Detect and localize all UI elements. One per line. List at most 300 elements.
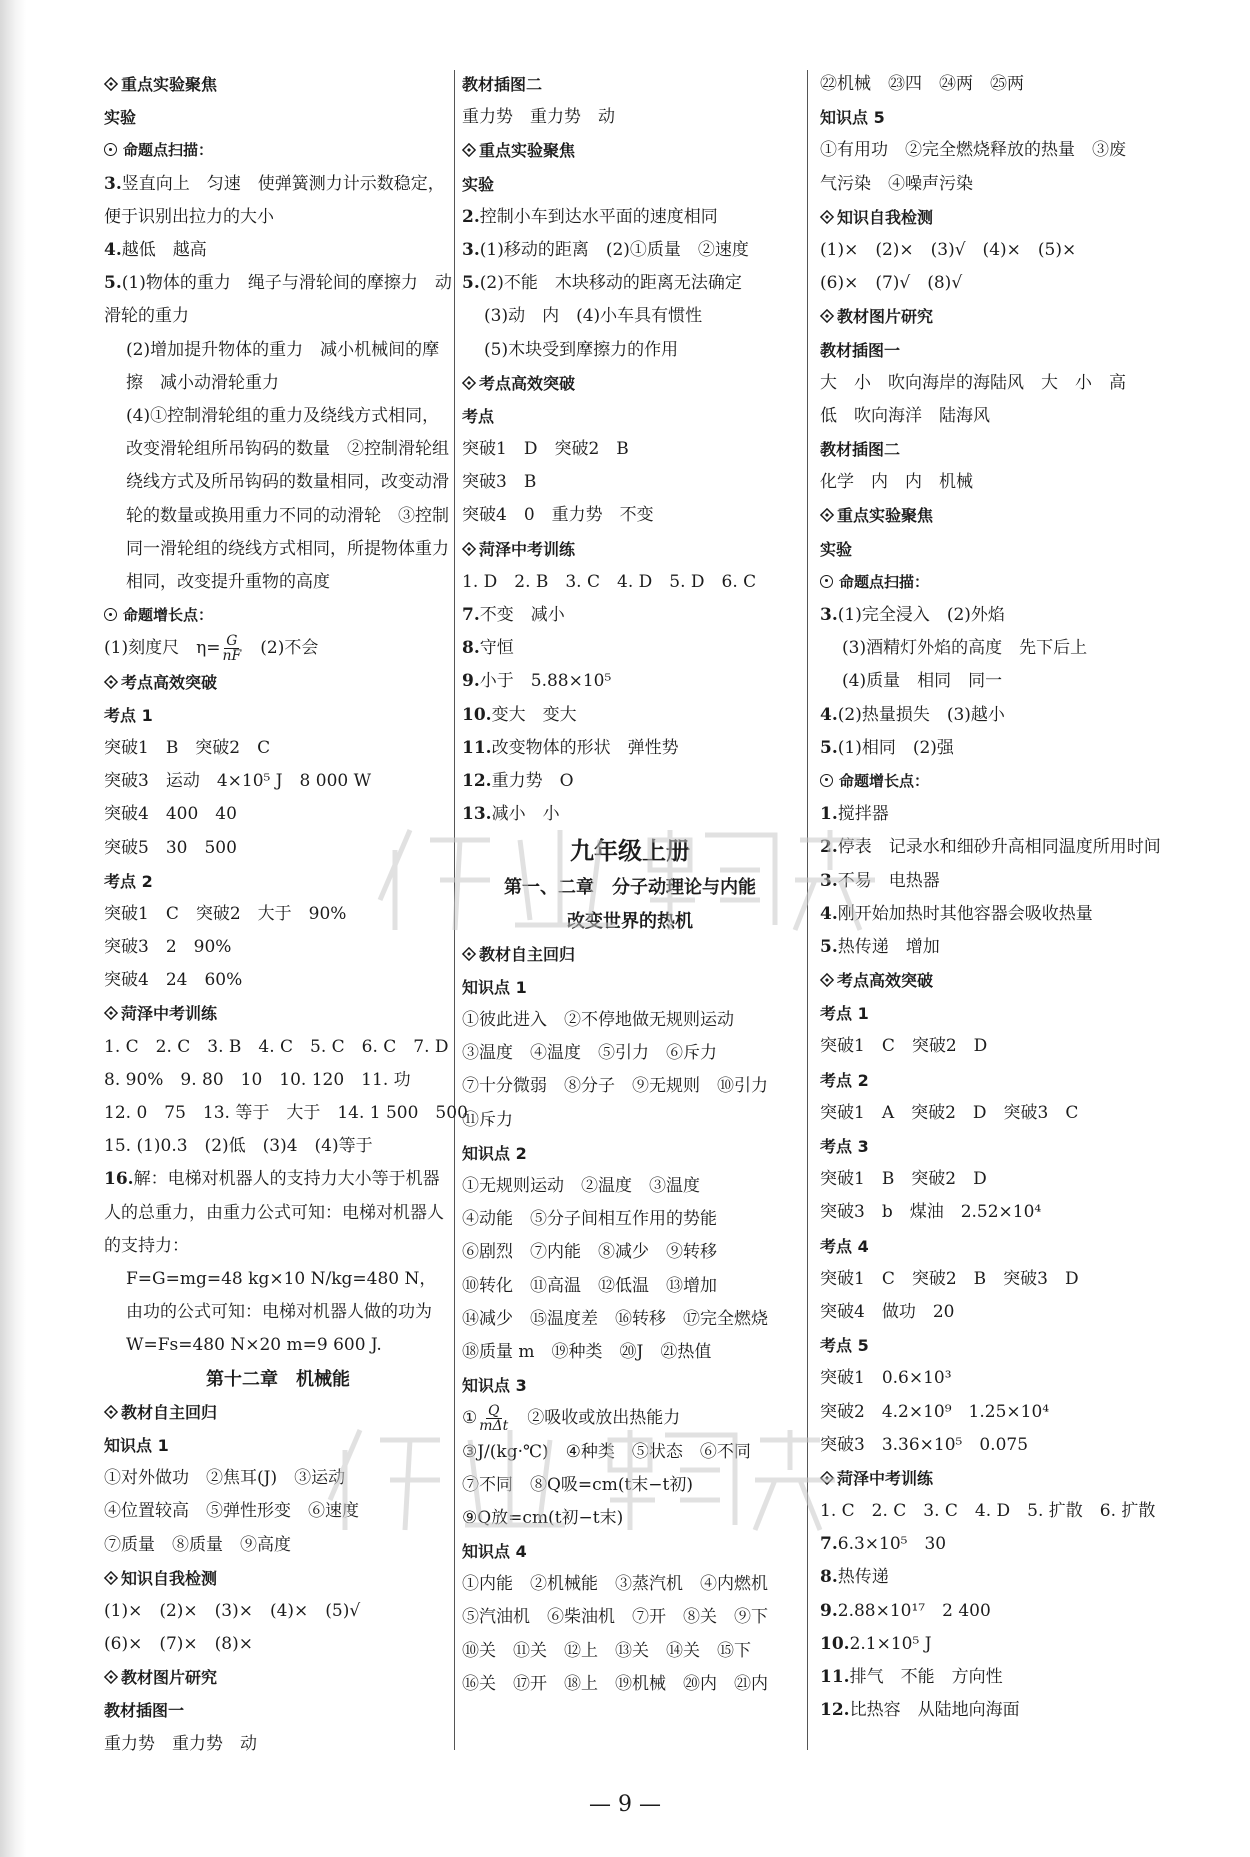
section-heading-text: 知识自我检测	[837, 207, 934, 227]
answer-line	[104, 1263, 452, 1296]
section-heading-text: 教材图片研究	[837, 307, 934, 327]
item-number: 5.	[462, 273, 480, 294]
answer-line	[104, 1031, 452, 1064]
answer-line	[462, 1303, 798, 1336]
item-number: 4.	[820, 903, 838, 924]
answer-text: 6.3×10⁵ 30	[837, 1534, 947, 1555]
answer-line	[820, 134, 1162, 167]
diamond-marker-icon	[820, 1471, 834, 1485]
answer-line	[462, 300, 798, 333]
answer-text: 气污染 ④噪声污染	[820, 173, 973, 194]
answer-line	[820, 1396, 1162, 1429]
answer-line	[104, 1595, 452, 1628]
diamond-marker-icon	[462, 143, 476, 157]
diamond-marker-icon	[104, 1006, 118, 1020]
answer-line	[462, 1236, 798, 1269]
fraction-numerator: G	[226, 633, 238, 650]
answer-text: 突破5 30 500	[104, 837, 237, 858]
answer-line	[462, 234, 798, 267]
section-heading	[820, 201, 1162, 234]
formula-prefix: (1)刻度尺 η=	[104, 638, 221, 659]
answer-text: 低 吹向海洋 陆海风	[820, 405, 990, 426]
answer-line	[104, 798, 452, 831]
section-heading-text: 菏泽中考训练	[837, 1468, 934, 1488]
answer-text: 1. D 2. B 3. C 4. D 5. D 6. C	[462, 571, 757, 592]
binding-edge	[0, 0, 26, 1857]
answer-line	[104, 832, 452, 865]
answer-line	[820, 699, 1162, 732]
answer-line	[820, 466, 1162, 499]
answer-column-1	[104, 68, 468, 1761]
answer-line	[462, 566, 798, 599]
answer-line	[820, 1196, 1162, 1229]
answer-line	[462, 732, 798, 765]
answer-text: 减小 小	[491, 804, 560, 825]
section-heading-text: 教材自主回归	[479, 944, 576, 964]
answer-text: 突破4 0 重力势 不变	[462, 505, 654, 526]
answer-line	[462, 433, 798, 466]
answer-line	[820, 599, 1162, 632]
diamond-marker-icon	[820, 309, 834, 323]
formula-suffix: (2)不会	[243, 638, 319, 659]
sub-label: 考点	[462, 406, 495, 426]
answer-text: 突破1 B 突破2 D	[820, 1169, 987, 1190]
answer-line	[104, 1163, 452, 1263]
column-divider	[807, 70, 808, 1750]
answer-text: ①有用功 ②完全燃烧释放的热量 ③废	[820, 140, 1126, 161]
answer-text: 解：电梯对机器人的支持力大小等于机器人的总重力，由重力公式可知：电梯对机器人的支持力：	[104, 1169, 444, 1256]
answer-line	[820, 1628, 1162, 1661]
answer-line	[462, 1568, 798, 1601]
item-number: 3.	[820, 870, 838, 891]
answer-text: 热传递	[837, 1567, 889, 1588]
answer-text: ⑭减少 ⑮温度差 ⑯转移 ⑰完全燃烧	[462, 1308, 768, 1329]
item-number: 4.	[104, 239, 122, 260]
item-number: 7.	[820, 1534, 838, 1555]
item-number: 8.	[462, 638, 480, 659]
diamond-marker-icon	[104, 1405, 118, 1419]
formula-prefix: ①	[462, 1408, 478, 1429]
item-number: 2.	[462, 206, 480, 227]
answer-text: 热传递 增加	[837, 936, 940, 957]
answer-text: (4)①控制滑轮组的重力及绕线方式相同，改变滑轮组所吊钩码的数量 ②控制滑轮组绕线方式及所吊钩码的数量相同，改变动滑轮的数量或换用重力不同的动滑轮 ③控制同一滑轮组的绕线方式相同，所提物体重力相同，改变提升重物的高度	[126, 405, 449, 592]
answer-line	[462, 201, 798, 234]
answer-line	[104, 931, 452, 964]
answer-text: ③温度 ④温度 ⑤引力 ⑥斥力	[462, 1043, 717, 1064]
answer-line	[104, 334, 452, 400]
answer-line	[462, 1203, 798, 1236]
answer-text: 重力势 O	[491, 770, 574, 791]
answer-text: ㉒机械 ㉓四 ㉔两 ㉕两	[820, 74, 1024, 94]
formula-line	[462, 1402, 798, 1435]
sub-label: 知识点 4	[462, 1542, 527, 1562]
answer-text: 竖直向上 匀速 使弹簧测力计示数稳定，便于识别出拉力的大小	[104, 173, 445, 227]
answer-text: ④动能 ⑤分子间相互作用的势能	[462, 1209, 717, 1230]
formula-line	[104, 632, 452, 665]
section-heading	[462, 367, 798, 400]
fraction	[479, 1404, 508, 1433]
item-number: 5.	[820, 737, 838, 758]
answer-text: ⑯关 ⑰开 ⑱上 ⑲机械 ⑳内 ㉑内	[462, 1673, 768, 1694]
answer-line	[820, 665, 1162, 698]
section-heading	[820, 499, 1162, 532]
sub-label: 考点 2	[104, 871, 153, 891]
section-heading-text: 菏泽中考训练	[121, 1004, 218, 1024]
subsection-heading-text: 命题增长点：	[839, 771, 930, 790]
answer-text: ⑦十分微弱 ⑧分子 ⑨无规则 ⑩引力	[462, 1076, 768, 1097]
section-heading	[462, 134, 798, 167]
item-number: 10.	[462, 704, 492, 725]
answer-line	[462, 101, 798, 134]
answer-text: 停表 记录水和细砂升高相同温度所用时间	[837, 837, 1161, 858]
sub-label: 实验	[104, 108, 137, 128]
answer-line	[820, 367, 1162, 400]
answer-text: 改变物体的形状 弹性势	[491, 737, 679, 758]
item-number: 3.	[104, 173, 122, 194]
answer-line	[462, 798, 798, 831]
target-marker-icon	[820, 575, 833, 588]
answer-line	[820, 400, 1162, 433]
answer-text: 突破1 C 突破2 大于 90%	[104, 903, 347, 924]
answer-text: 突破4 400 40	[104, 804, 237, 825]
answer-line	[104, 1728, 452, 1761]
section-heading	[820, 300, 1162, 333]
answer-line	[820, 1263, 1162, 1296]
answer-text: 1. C 2. C 3. C 4. D 5. 扩散 6. 扩散	[820, 1501, 1156, 1522]
item-number: 9.	[820, 1600, 838, 1621]
subsection-heading	[820, 566, 1162, 599]
answer-text: 2.88×10¹⁷ 2 400	[837, 1600, 991, 1621]
answer-text: 搅拌器	[837, 804, 889, 825]
answer-line	[820, 1595, 1162, 1628]
answer-line	[820, 234, 1162, 267]
answer-line	[462, 599, 798, 632]
diamond-marker-icon	[462, 541, 476, 555]
answer-line	[462, 1601, 798, 1634]
answer-line	[462, 765, 798, 798]
answer-text: ④位置较高 ⑤弹性形变 ⑥速度	[104, 1501, 359, 1522]
sub-label: 教材插图一	[104, 1701, 185, 1721]
subsection-heading	[820, 765, 1162, 798]
diamond-marker-icon	[104, 77, 118, 91]
answer-text: (3)动 内 (4)小车具有惯性	[484, 306, 703, 327]
answer-line	[820, 1163, 1162, 1196]
answer-text: 刚开始加热时其他容器会吸收热量	[837, 903, 1093, 924]
item-number: 5.	[104, 273, 122, 294]
answer-line	[820, 1528, 1162, 1561]
answer-text: 重力势 重力势 动	[462, 107, 615, 128]
answer-text: 突破4 24 60%	[104, 970, 243, 991]
answer-text: F=G=mg=48 kg×10 N/kg=480 N，	[126, 1268, 437, 1289]
answer-text: (5)木块受到摩擦力的作用	[484, 339, 679, 360]
answer-line	[820, 1097, 1162, 1130]
section-heading	[462, 533, 798, 566]
answer-line	[104, 1130, 452, 1163]
answer-line	[462, 665, 798, 698]
answer-line	[820, 732, 1162, 765]
answer-text: 越低 越高	[121, 239, 207, 260]
chapter-title: 改变世界的热机	[567, 910, 693, 932]
section-heading-text: 知识自我检测	[121, 1568, 218, 1588]
answer-line	[104, 267, 452, 333]
answer-column-2	[462, 68, 798, 1701]
section-heading	[104, 1396, 452, 1429]
answer-line	[104, 1296, 452, 1362]
sub-label: 知识点 2	[462, 1143, 527, 1163]
answer-line	[104, 1628, 452, 1661]
answer-line	[462, 499, 798, 532]
answer-text: 2.1×10⁵ J	[849, 1633, 932, 1654]
answer-text: ⑩关 ⑪关 ⑫上 ⑬关 ⑭关 ⑮下	[462, 1640, 751, 1661]
answer-line	[462, 334, 798, 367]
answer-line	[104, 898, 452, 931]
sub-label: 考点 3	[820, 1137, 869, 1157]
sub-label: 考点 1	[820, 1004, 869, 1024]
item-number: 11.	[820, 1667, 850, 1688]
answer-line	[462, 1170, 798, 1203]
item-number: 8.	[820, 1567, 838, 1588]
answer-line	[104, 732, 452, 765]
diamond-marker-icon	[104, 1670, 118, 1684]
section-heading-text: 重点实验聚焦	[121, 75, 218, 94]
answer-text: 突破1 D 突破2 B	[462, 439, 629, 460]
answer-text: (3)酒精灯外焰的高度 先下后上	[842, 638, 1088, 659]
fraction-numerator: Q	[488, 1403, 500, 1420]
answer-text: 突破1 0.6×10³	[820, 1368, 952, 1389]
answer-text: 1. C 2. C 3. B 4. C 5. C 6. C 7. D	[104, 1036, 449, 1057]
answer-line	[104, 1495, 452, 1528]
sub-label: 考点 1	[104, 705, 153, 725]
item-number: 13.	[462, 804, 492, 825]
subsection-heading-text: 命题点扫描：	[123, 141, 214, 160]
section-heading	[820, 1462, 1162, 1495]
diamond-marker-icon	[462, 947, 476, 961]
grade-title: 九年级上册	[570, 837, 690, 866]
answer-line	[104, 1529, 452, 1562]
subsection-heading-text: 命题增长点：	[123, 606, 214, 625]
sub-label: 实验	[820, 539, 853, 559]
answer-text: 突破3 运动 4×10⁵ J 8 000 W	[104, 771, 372, 792]
section-heading-text: 考点高效突破	[837, 971, 934, 991]
answer-text: 比热容 从陆地向海面	[849, 1700, 1020, 1721]
answer-line	[462, 1004, 798, 1037]
diamond-marker-icon	[820, 508, 834, 522]
answer-line	[820, 898, 1162, 931]
answer-text: ⑱质量 m ⑲种类 ⑳J ㉑热值	[462, 1341, 712, 1362]
section-heading-text: 考点高效突破	[479, 373, 576, 393]
section-heading	[462, 938, 798, 971]
answer-text: 化学 内 内 机械	[820, 472, 973, 493]
answer-text: (2)不能 木块移动的距离无法确定	[479, 273, 742, 294]
answer-text: (2)增加提升物体的重力 减小机械间的摩擦 减小动滑轮重力	[126, 339, 440, 393]
item-number: 12.	[462, 770, 492, 791]
answer-text: ⑦质量 ⑧质量 ⑨高度	[104, 1534, 291, 1555]
answer-text: 不易 电热器	[837, 870, 940, 891]
answer-line	[820, 865, 1162, 898]
answer-text: ⑩转化 ⑪高温 ⑫低温 ⑬增加	[462, 1275, 717, 1296]
item-number: 3.	[820, 605, 838, 625]
answer-text: (1)完全浸入 (2)外焰	[837, 605, 1005, 625]
answer-line	[462, 1104, 798, 1137]
fraction-denominator: mΔt	[479, 1418, 509, 1435]
answer-line	[820, 1661, 1162, 1694]
answer-line	[462, 1270, 798, 1303]
answer-column-3	[820, 68, 1162, 1727]
answer-text: 突破3 3.36×10⁵ 0.075	[820, 1434, 1029, 1455]
answer-text: (1)× (2)× (3)√ (4)× (5)×	[820, 239, 1077, 260]
fraction	[223, 634, 242, 663]
item-number: 5.	[820, 936, 838, 957]
answer-text: 守恒	[479, 638, 514, 659]
answer-line	[820, 798, 1162, 831]
answer-text: (1)物体的重力 绳子与滑轮间的摩擦力 动滑轮的重力	[104, 273, 452, 327]
answer-line	[104, 400, 452, 599]
answer-line	[820, 1495, 1162, 1528]
answer-text: 突破1 C 突破2 D	[820, 1036, 988, 1057]
answer-text: ①内能 ②机械能 ③蒸汽机 ④内燃机	[462, 1574, 768, 1595]
answer-line	[820, 632, 1162, 665]
chapter-title: 第一、二章 分子动理论与内能	[504, 877, 756, 899]
sub-label: 考点 2	[820, 1070, 869, 1090]
answer-text: 15. (1)0.3 (2)低 (3)4 (4)等于	[104, 1136, 373, 1157]
answer-line	[820, 68, 1162, 101]
answer-line	[820, 931, 1162, 964]
diamond-marker-icon	[462, 376, 476, 390]
answer-text: 12. 0 75 13. 等于 大于 14. 1 500 500	[104, 1103, 468, 1123]
sub-label: 知识点 1	[462, 977, 527, 997]
answer-text: 突破1 A 突破2 D 突破3 C	[820, 1102, 1079, 1123]
answer-text: (1)相同 (2)强	[837, 737, 954, 758]
answer-line	[104, 1064, 452, 1097]
answer-line	[462, 1436, 798, 1469]
answer-line	[462, 1336, 798, 1369]
answer-line	[104, 234, 452, 267]
answer-text: (1)× (2)× (3)× (4)× (5)√	[104, 1600, 361, 1621]
item-number: 7.	[462, 605, 480, 625]
target-marker-icon	[104, 608, 117, 621]
answer-text: ⑥剧烈 ⑦内能 ⑧减少 ⑨转移	[462, 1242, 717, 1263]
answer-text: 小于 5.88×10⁵	[479, 671, 612, 692]
target-marker-icon	[820, 774, 833, 787]
section-heading	[104, 666, 452, 699]
answer-line	[104, 1097, 468, 1130]
target-marker-icon	[104, 143, 117, 156]
fraction-denominator: nF	[222, 648, 242, 665]
answer-text: 8. 90% 9. 80 10 10. 120 11. 功	[104, 1069, 411, 1090]
sub-label: 实验	[462, 174, 495, 194]
answer-text: ⑪斥力	[462, 1109, 513, 1130]
answer-text: ⑤汽油机 ⑥柴油机 ⑦开 ⑧关 ⑨下	[462, 1607, 768, 1628]
answer-line	[462, 1502, 798, 1535]
column-divider	[454, 70, 455, 1750]
item-number: 1.	[820, 804, 838, 825]
sub-label: 知识点 3	[462, 1376, 527, 1396]
answer-line	[820, 168, 1162, 201]
answer-text: 由功的公式可知：电梯对机器人做的功为 W=Fs=480 N×20 m=9 600 J.	[126, 1302, 432, 1356]
section-heading-text: 重点实验聚焦	[479, 141, 576, 161]
subsection-heading-text: 命题点扫描：	[839, 572, 930, 591]
answer-line	[462, 1668, 798, 1701]
formula-suffix: ②吸收或放出热能力	[510, 1408, 681, 1429]
answer-text: 突破4 做功 20	[820, 1301, 955, 1322]
answer-line	[104, 765, 452, 798]
answer-line	[104, 1462, 452, 1495]
answer-text: (6)× (7)√ (8)√	[820, 273, 963, 294]
section-heading-text: 教材自主回归	[121, 1402, 218, 1422]
answer-text: (6)× (7)× (8)×	[104, 1634, 253, 1655]
section-heading-text: 教材图片研究	[121, 1668, 218, 1688]
answer-text: 大 小 吹向海岸的海陆风 大 小 高	[820, 372, 1126, 393]
answer-text: ①彼此进入 ②不停地做无规则运动	[462, 1010, 734, 1031]
answer-line	[462, 699, 798, 732]
answer-text: (2)热量损失 (3)越小	[837, 704, 1005, 725]
answer-text: 突破2 4.2×10⁹ 1.25×10⁴	[820, 1401, 1050, 1422]
answer-text: 突破3 2 90%	[104, 937, 232, 958]
answer-text: 变大 变大	[491, 704, 577, 725]
answer-line	[462, 1037, 798, 1070]
answer-line	[820, 1030, 1162, 1063]
answer-text: 突破3 b 煤油 2.52×10⁴	[820, 1202, 1042, 1223]
answer-line	[462, 1469, 798, 1502]
answer-line	[462, 1070, 798, 1103]
section-heading-text: 菏泽中考训练	[479, 539, 576, 559]
sub-label: 考点 5	[820, 1336, 869, 1356]
item-number: 3.	[462, 239, 480, 260]
answer-text: 排气 不能 方向性	[849, 1667, 1003, 1688]
answer-text: 不变 减小	[479, 605, 565, 625]
answer-text: ①对外做功 ②焦耳(J) ③运动	[104, 1468, 346, 1489]
answer-text: 重力势 重力势 动	[104, 1733, 257, 1754]
answer-text: (1)移动的距离 (2)①质量 ②速度	[479, 239, 749, 260]
answer-text: ⑦不同 ⑧Q吸=cm(t末−t初)	[462, 1474, 693, 1495]
diamond-marker-icon	[820, 973, 834, 987]
answer-text: (4)质量 相同 同一	[842, 671, 1003, 692]
answer-line	[104, 168, 452, 234]
answer-text: 突破1 C 突破2 B 突破3 D	[820, 1268, 1079, 1289]
section-heading-text: 考点高效突破	[121, 672, 218, 692]
answer-line	[820, 1561, 1162, 1594]
answer-line	[462, 632, 798, 665]
diamond-marker-icon	[820, 210, 834, 224]
sub-label: 教材插图一	[820, 340, 901, 360]
item-number: 16.	[104, 1169, 134, 1190]
section-heading	[104, 1562, 452, 1595]
answer-text: ⑨Q放=cm(t初−t末)	[462, 1507, 624, 1528]
answer-text: 突破1 B 突破2 C	[104, 737, 271, 758]
sub-label: 教材插图二	[462, 75, 543, 94]
chapter-title: 第十二章 机械能	[206, 1368, 350, 1390]
answer-line	[820, 1694, 1162, 1727]
answer-line	[820, 1296, 1162, 1329]
answer-line	[462, 267, 798, 300]
subsection-heading	[104, 599, 452, 632]
diamond-marker-icon	[104, 674, 118, 688]
item-number: 11.	[462, 737, 492, 758]
answer-text: 控制小车到达水平面的速度相同	[479, 206, 718, 227]
item-number: 9.	[462, 671, 480, 692]
section-heading	[820, 964, 1162, 997]
answer-line	[104, 964, 452, 997]
answer-line	[820, 267, 1162, 300]
sub-label: 教材插图二	[820, 440, 901, 460]
page-number: — 9 —	[589, 1792, 661, 1817]
sub-label: 考点 4	[820, 1236, 869, 1256]
section-heading	[104, 68, 452, 101]
answer-line	[462, 466, 798, 499]
sub-label: 知识点 5	[820, 108, 885, 128]
answer-line	[820, 1429, 1162, 1462]
answer-line	[820, 1362, 1162, 1395]
